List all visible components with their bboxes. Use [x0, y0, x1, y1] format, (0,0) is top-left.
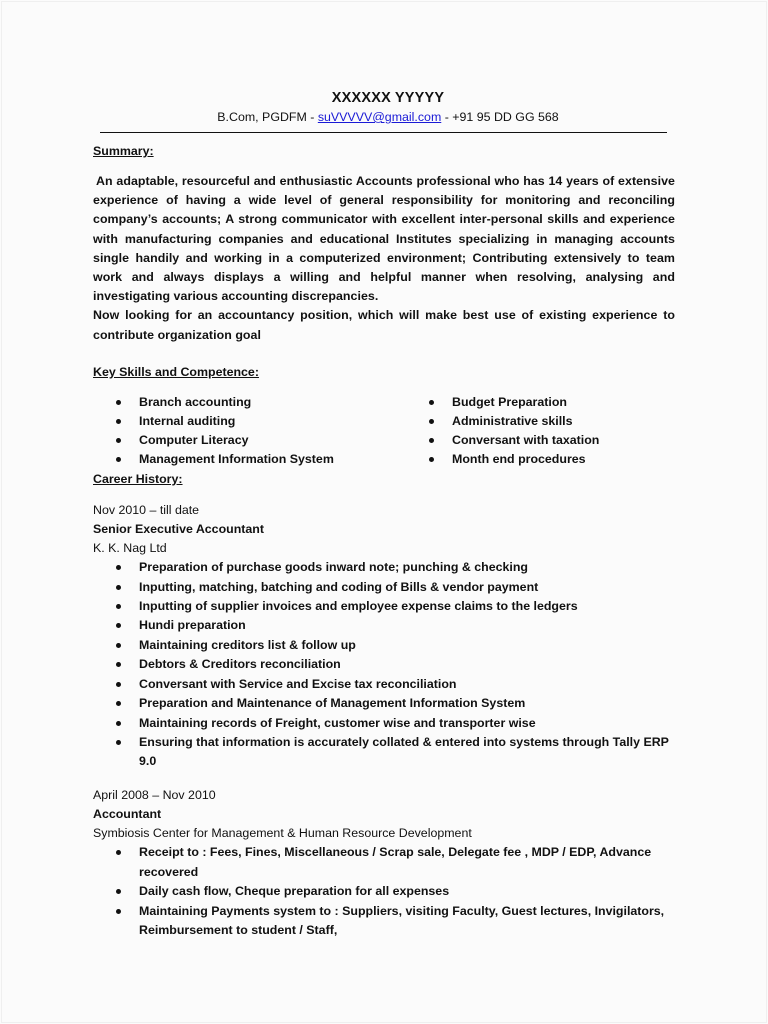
job-title: Senior Executive Accountant: [93, 521, 264, 536]
bullet-icon: [116, 682, 121, 687]
duty-item: Receipt to : Fees, Fines, Miscellaneous / Scrap sale, Delegate fee , MDP / EDP, Advance recovered: [93, 843, 675, 882]
skill-item: Conversant with taxation: [406, 431, 676, 450]
bullet-icon: [116, 623, 121, 628]
job-title: Accountant: [93, 806, 162, 821]
duty-item: Maintaining creditors list & follow up: [93, 636, 675, 655]
summary-paragraph: An adaptable, resourceful and enthusiastic Accounts professional who has 14 years of extensive experience of having a wide level of general responsibility for monitoring and reconciling company’s accounts; A strong communicator with excellent inter-personal skills and experience with manufacturing companies and educational Institutes specializing in managing accounts single handily and working in a computerized environment; Contributing extensively to team work and always displays a willing and helpful manner when resolving, analysing and investigating various accounting discrepancies.: [93, 174, 675, 304]
career-heading: Career History:: [93, 471, 183, 486]
skill-item: Internal auditing: [93, 412, 406, 431]
skill-item: Management Information System: [93, 450, 406, 469]
bullet-icon: [429, 400, 434, 405]
skill-item: Month end procedures: [406, 450, 676, 469]
duty-item: Maintaining records of Freight, customer wise and transporter wise: [93, 714, 675, 733]
job-entry: [93, 501, 675, 772]
contact-separator: -: [441, 110, 453, 124]
skills-list: [93, 393, 675, 470]
resume-document: [93, 88, 675, 940]
duty-item: Conversant with Service and Excise tax reconciliation: [93, 675, 675, 694]
bullet-icon: [116, 565, 121, 570]
bullet-icon: [116, 889, 121, 894]
bullet-icon: [116, 585, 121, 590]
bullet-icon: [116, 419, 121, 424]
skill-item: Administrative skills: [406, 412, 676, 431]
bullet-icon: [116, 400, 121, 405]
bullet-icon: [116, 721, 121, 726]
skill-item: Branch accounting: [93, 393, 406, 412]
objective-paragraph: Now looking for an accountancy position, which will make best use of existing experience to contribute organization goal: [93, 308, 675, 342]
job-dates: Nov 2010 – till date: [93, 502, 200, 517]
phone-number: +91 95 DD GG 568: [452, 110, 559, 124]
bullet-icon: [429, 419, 434, 424]
skill-item: Computer Literacy: [93, 431, 406, 450]
duty-item: Daily cash flow, Cheque preparation for all expenses: [93, 882, 675, 901]
contact-line: [101, 108, 675, 127]
job-entry: [93, 786, 675, 941]
skill-item: Budget Preparation: [406, 393, 676, 412]
bullet-icon: [116, 701, 121, 706]
summary-section: [93, 172, 675, 345]
candidate-name: XXXXXX YYYYY: [331, 90, 445, 106]
duty-item: Preparation and Maintenance of Management Information System: [93, 694, 675, 713]
skills-column-right: [406, 393, 676, 470]
duty-item: Hundi preparation: [93, 616, 675, 635]
bullet-icon: [116, 643, 121, 648]
bullet-icon: [116, 850, 121, 855]
summary-heading: Summary:: [93, 144, 154, 158]
bullet-icon: [116, 457, 121, 462]
skills-heading: Key Skills and Competence:: [93, 364, 259, 379]
bullet-icon: [116, 662, 121, 667]
duty-item: Inputting, matching, batching and coding of Bills & vendor payment: [93, 578, 675, 597]
bullet-icon: [116, 740, 121, 745]
email-link[interactable]: suVVVVV@gmail.com: [317, 110, 442, 124]
header-divider: [100, 132, 667, 133]
duty-item: Maintaining Payments system to : Suppliers, visiting Faculty, Guest lectures, Invigilators, Reimbursement to student / Staff,: [93, 902, 675, 941]
duty-item: Inputting of supplier invoices and employee expense claims to the ledgers: [93, 597, 675, 616]
job-duties: [93, 843, 675, 940]
bullet-icon: [116, 604, 121, 609]
job-company: Symbiosis Center for Management & Human Resource Development: [93, 826, 472, 841]
bullet-icon: [429, 457, 434, 462]
bullet-icon: [116, 438, 121, 443]
duty-item: Debtors & Creditors reconciliation: [93, 655, 675, 674]
duty-item: Ensuring that information is accurately collated & entered into systems through Tally ERP 9.0: [93, 733, 675, 772]
job-company: K. K. Nag Ltd: [93, 541, 167, 556]
skills-column-left: [93, 393, 406, 470]
duty-item: Preparation of purchase goods inward note; punching & checking: [93, 558, 675, 577]
bullet-icon: [429, 438, 434, 443]
qualifications: B.Com, PGDFM -: [217, 110, 318, 124]
bullet-icon: [116, 909, 121, 914]
job-duties: [93, 558, 675, 771]
job-dates: April 2008 – Nov 2010: [93, 787, 216, 802]
